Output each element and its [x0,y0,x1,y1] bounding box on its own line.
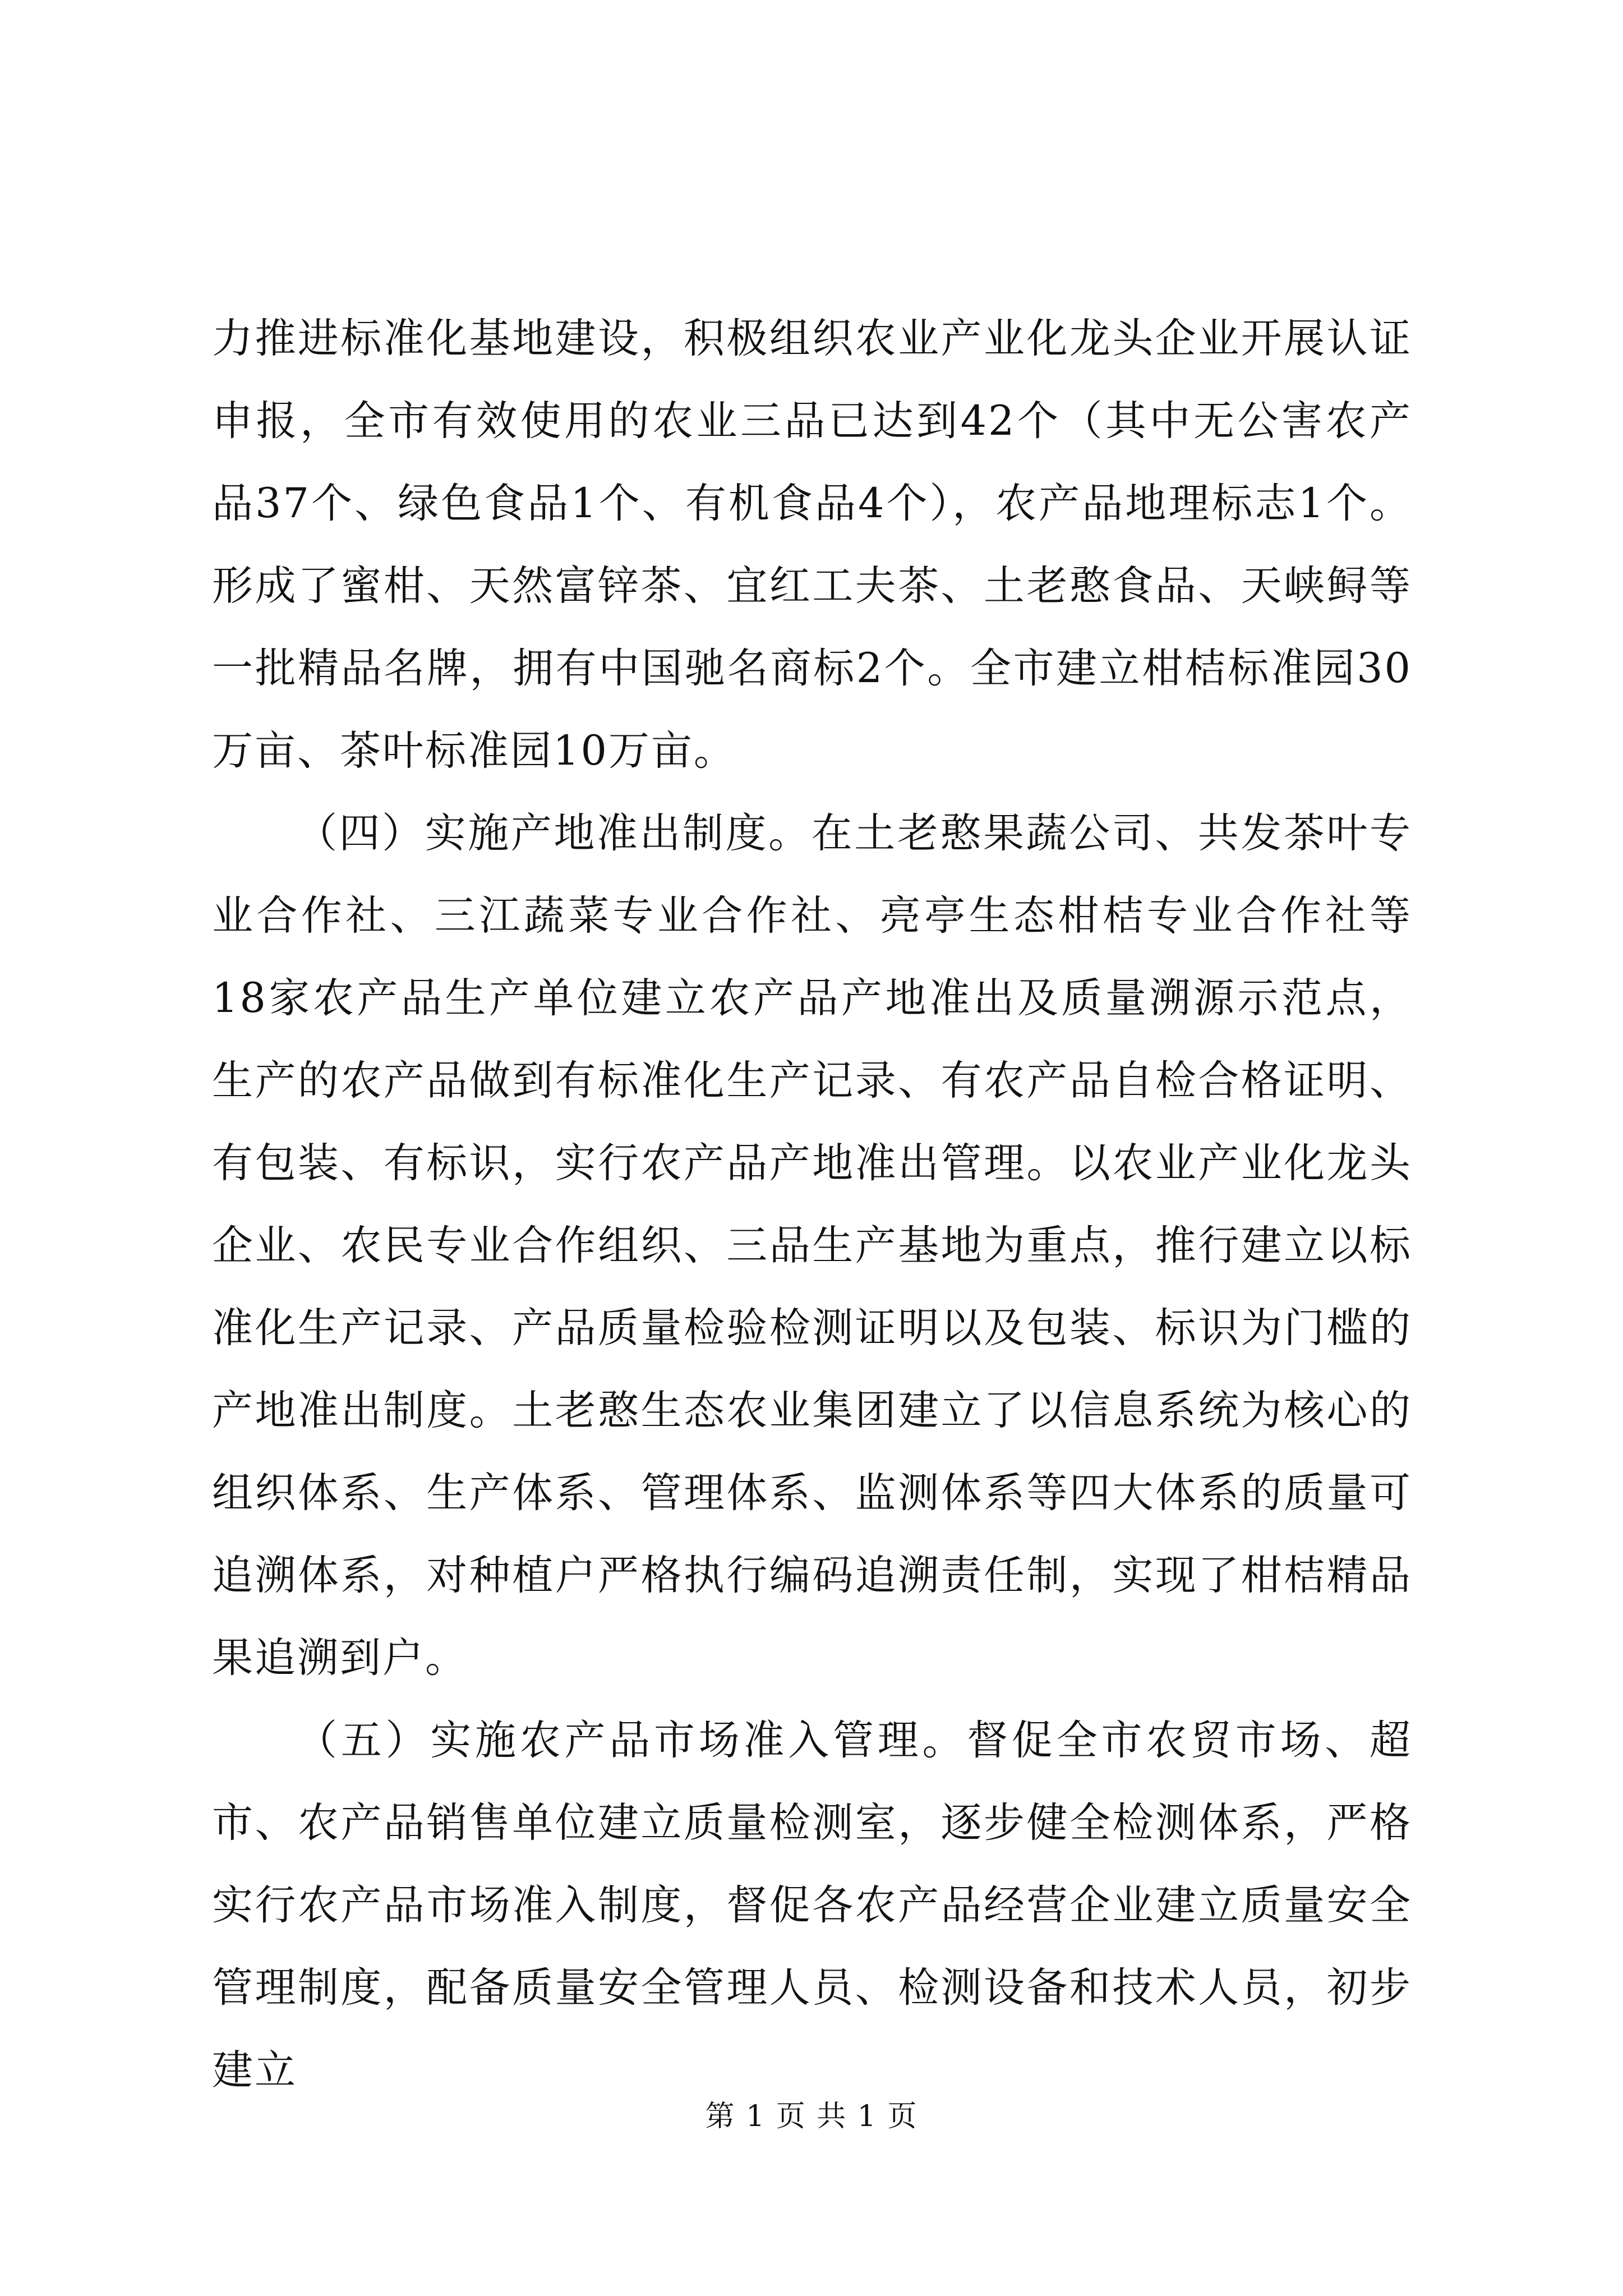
document-body [212,297,1412,2111]
paragraph-section-4: （四）实施产地准出制度。在土老憨果蔬公司、共发茶叶专业合作社、三江蔬菜专业合作社、亮亭生态柑桔专业合作社等18家农产品生产单位建立农产品产地准出及质量溯源示范点，生产的农产品做到有标准化生产记录、有农产品自检合格证明、有包装、有标识，实行农产品产地准出管理。以农业产业化龙头企业、农民专业合作组织、三品生产基地为重点，推行建立以标准化生产记录、产品质量检验检测证明以及包装、标识为门槛的产地准出制度。土老憨生态农业集团建立了以信息系统为核心的组织体系、生产体系、管理体系、监测体系等四大体系的质量可追溯体系，对种植户严格执行编码追溯责任制，实现了柑桔精品果追溯到户。 [212,809,1412,1682]
paragraph-section-5: （五）实施农产品市场准入管理。督促全市农贸市场、超市、农产品销售单位建立质量检测室，逐步健全检测体系，严格实行农产品市场准入制度，督促各农产品经营企业建立质量安全管理制度，配备质量安全管理人员、检测设备和技术人员，初步建立 [212,1717,1412,2094]
paragraph-continuation: 力推进标准化基地建设，积极组织农业产业化龙头企业开展认证申报，全市有效使用的农业三品已达到42个（其中无公害农产品37个、绿色食品1个、有机食品4个），农产品地理标志1个。形成了蜜柑、天然富锌茶、宜红工夫茶、土老憨食品、天峡鲟等一批精品名牌，拥有中国驰名商标2个。全市建立柑桔标准园30万亩、茶叶标准园10万亩。 [212,315,1412,775]
page-footer: 第 1 页 共 1 页 [705,2100,918,2133]
